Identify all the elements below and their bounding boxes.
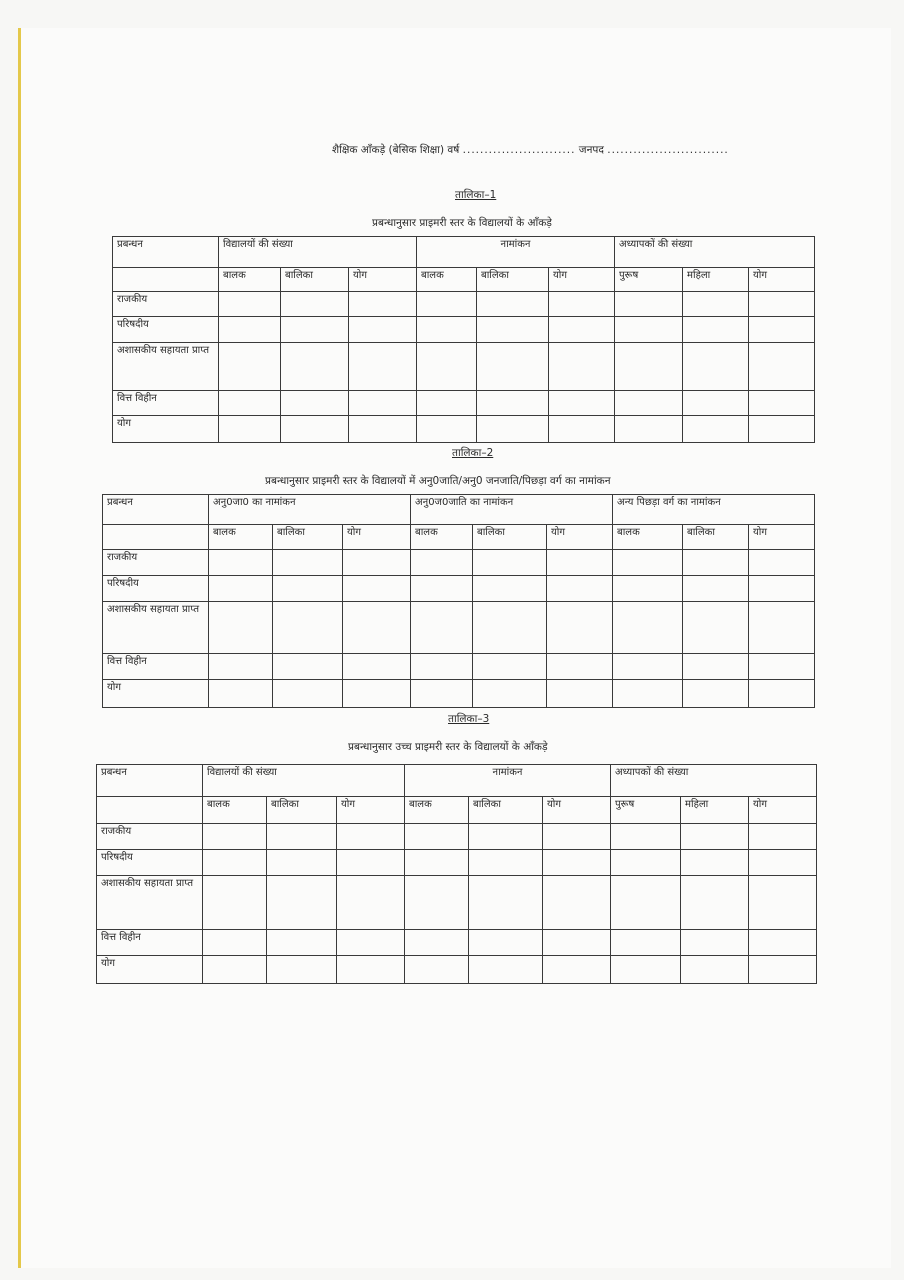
group-header: अध्यापकों की संख्या bbox=[611, 765, 817, 797]
sub-header: बालिका bbox=[469, 797, 543, 824]
data-cell bbox=[749, 654, 815, 680]
data-cell bbox=[473, 654, 547, 680]
data-cell bbox=[219, 317, 281, 343]
data-cell bbox=[349, 391, 417, 416]
data-cell bbox=[273, 602, 343, 654]
data-cell bbox=[337, 956, 405, 984]
corner-cell: प्रबन्धन bbox=[103, 495, 209, 525]
data-cell bbox=[613, 602, 683, 654]
sub-header: बालिका bbox=[281, 268, 349, 292]
table-row bbox=[113, 292, 815, 317]
data-cell bbox=[615, 416, 683, 443]
data-cell bbox=[273, 654, 343, 680]
data-cell bbox=[337, 930, 405, 956]
sub-header: बालक bbox=[613, 525, 683, 550]
data-cell bbox=[749, 391, 815, 416]
data-cell bbox=[281, 343, 349, 391]
data-cell bbox=[683, 654, 749, 680]
data-cell bbox=[203, 956, 267, 984]
data-cell bbox=[337, 824, 405, 850]
row-label: वित्त विहीन bbox=[97, 930, 203, 956]
data-cell bbox=[613, 550, 683, 576]
data-cell bbox=[267, 850, 337, 876]
data-cell bbox=[683, 416, 749, 443]
data-cell bbox=[281, 317, 349, 343]
corner-cell: प्रबन्धन bbox=[113, 237, 219, 268]
sub-header: बालक bbox=[411, 525, 473, 550]
data-cell bbox=[683, 391, 749, 416]
table2 bbox=[102, 494, 815, 708]
sub-header: योग bbox=[549, 268, 615, 292]
data-cell bbox=[543, 850, 611, 876]
data-cell bbox=[405, 876, 469, 930]
data-cell bbox=[405, 930, 469, 956]
data-cell bbox=[473, 680, 547, 708]
data-cell bbox=[281, 391, 349, 416]
sub-header: योग bbox=[343, 525, 411, 550]
sub-header: योग bbox=[749, 268, 815, 292]
sub-header: योग bbox=[749, 525, 815, 550]
sub-header: बालिका bbox=[477, 268, 549, 292]
sub-header: योग bbox=[349, 268, 417, 292]
table-row bbox=[97, 876, 817, 930]
data-cell bbox=[469, 930, 543, 956]
data-cell bbox=[477, 343, 549, 391]
data-cell bbox=[543, 930, 611, 956]
row-label: राजकीय bbox=[103, 550, 209, 576]
data-cell bbox=[273, 680, 343, 708]
data-cell bbox=[615, 317, 683, 343]
data-cell bbox=[417, 416, 477, 443]
data-cell bbox=[477, 391, 549, 416]
data-cell bbox=[209, 576, 273, 602]
group-header: अनु0जा0 का नामांकन bbox=[209, 495, 411, 525]
data-cell bbox=[209, 550, 273, 576]
data-cell bbox=[749, 930, 817, 956]
sub-header: पुरूष bbox=[611, 797, 681, 824]
data-cell bbox=[417, 343, 477, 391]
sub-header: योग bbox=[337, 797, 405, 824]
data-cell bbox=[343, 550, 411, 576]
data-cell bbox=[749, 956, 817, 984]
data-cell bbox=[611, 876, 681, 930]
sub-header: महिला bbox=[683, 268, 749, 292]
blank-cell bbox=[103, 525, 209, 550]
data-cell bbox=[349, 317, 417, 343]
data-cell bbox=[349, 343, 417, 391]
group-header: विद्यालयों की संख्या bbox=[219, 237, 417, 268]
data-cell bbox=[267, 956, 337, 984]
data-cell bbox=[273, 550, 343, 576]
table-row bbox=[113, 343, 815, 391]
data-cell bbox=[219, 416, 281, 443]
sub-header: बालिका bbox=[273, 525, 343, 550]
data-cell bbox=[683, 292, 749, 317]
data-cell bbox=[749, 602, 815, 654]
data-cell bbox=[611, 850, 681, 876]
row-label: वित्त विहीन bbox=[113, 391, 219, 416]
data-cell bbox=[549, 391, 615, 416]
data-cell bbox=[411, 680, 473, 708]
data-cell bbox=[681, 956, 749, 984]
sub-header: बालिका bbox=[683, 525, 749, 550]
table2-label: तालिका–2 bbox=[452, 447, 494, 459]
group-header: विद्यालयों की संख्या bbox=[203, 765, 405, 797]
data-cell bbox=[473, 576, 547, 602]
data-cell bbox=[611, 930, 681, 956]
data-cell bbox=[349, 416, 417, 443]
data-cell bbox=[615, 292, 683, 317]
data-cell bbox=[343, 576, 411, 602]
table-row bbox=[97, 930, 817, 956]
data-cell bbox=[337, 850, 405, 876]
row-label: राजकीय bbox=[97, 824, 203, 850]
sub-header: बालिका bbox=[267, 797, 337, 824]
data-cell bbox=[417, 292, 477, 317]
row-label: योग bbox=[113, 416, 219, 443]
table1-label: तालिका–1 bbox=[455, 189, 497, 201]
sub-header: बालक bbox=[209, 525, 273, 550]
district-blank: ............................ bbox=[607, 144, 729, 156]
sub-header: बालक bbox=[203, 797, 267, 824]
data-cell bbox=[281, 416, 349, 443]
table-row bbox=[113, 317, 815, 343]
group-header: नामांकन bbox=[405, 765, 611, 797]
data-cell bbox=[547, 602, 613, 654]
table3-label: तालिका–3 bbox=[448, 713, 490, 725]
data-cell bbox=[473, 602, 547, 654]
data-cell bbox=[549, 292, 615, 317]
row-label: योग bbox=[97, 956, 203, 984]
year-blank: .......................... bbox=[462, 144, 576, 156]
row-label: परिषदीय bbox=[113, 317, 219, 343]
table-row bbox=[97, 824, 817, 850]
table-row bbox=[103, 680, 815, 708]
data-cell bbox=[469, 876, 543, 930]
sub-header: बालक bbox=[405, 797, 469, 824]
data-cell bbox=[267, 930, 337, 956]
data-cell bbox=[749, 680, 815, 708]
data-cell bbox=[547, 576, 613, 602]
table-row bbox=[113, 391, 815, 416]
blank-cell bbox=[113, 268, 219, 292]
row-label: परिषदीय bbox=[103, 576, 209, 602]
data-cell bbox=[203, 930, 267, 956]
data-cell bbox=[219, 391, 281, 416]
data-cell bbox=[543, 876, 611, 930]
table3-caption: प्रबन्धानुसार उच्च प्राइमरी स्तर के विद्यालयों के आँकड़े bbox=[348, 741, 548, 753]
group-header: अन्य पिछड़ा वर्ग का नामांकन bbox=[613, 495, 815, 525]
data-cell bbox=[469, 850, 543, 876]
data-cell bbox=[343, 680, 411, 708]
table1 bbox=[112, 236, 815, 443]
data-cell bbox=[281, 292, 349, 317]
data-cell bbox=[749, 576, 815, 602]
table3 bbox=[96, 764, 817, 984]
data-cell bbox=[267, 876, 337, 930]
row-label: अशासकीय सहायता प्राप्त bbox=[97, 876, 203, 930]
data-cell bbox=[543, 956, 611, 984]
data-cell bbox=[749, 850, 817, 876]
sub-header: बालक bbox=[219, 268, 281, 292]
data-cell bbox=[209, 654, 273, 680]
data-cell bbox=[749, 317, 815, 343]
row-label: वित्त विहीन bbox=[103, 654, 209, 680]
data-cell bbox=[349, 292, 417, 317]
data-cell bbox=[405, 824, 469, 850]
data-cell bbox=[469, 824, 543, 850]
table1-caption: प्रबन्धानुसार प्राइमरी स्तर के विद्यालयों के आँकड़े bbox=[372, 217, 552, 229]
data-cell bbox=[611, 824, 681, 850]
data-cell bbox=[615, 391, 683, 416]
data-cell bbox=[681, 824, 749, 850]
data-cell bbox=[749, 416, 815, 443]
data-cell bbox=[405, 850, 469, 876]
sub-header: बालक bbox=[417, 268, 477, 292]
data-cell bbox=[477, 317, 549, 343]
data-cell bbox=[611, 956, 681, 984]
table-row bbox=[103, 654, 815, 680]
data-cell bbox=[417, 391, 477, 416]
data-cell bbox=[219, 343, 281, 391]
sub-header: योग bbox=[547, 525, 613, 550]
sub-header: योग bbox=[543, 797, 611, 824]
data-cell bbox=[547, 680, 613, 708]
row-label: राजकीय bbox=[113, 292, 219, 317]
corner-cell: प्रबन्धन bbox=[97, 765, 203, 797]
table-row bbox=[97, 956, 817, 984]
data-cell bbox=[411, 550, 473, 576]
row-label: अशासकीय सहायता प्राप्त bbox=[103, 602, 209, 654]
data-cell bbox=[411, 576, 473, 602]
district-label: जनपद bbox=[578, 144, 604, 156]
table2-caption: प्रबन्धानुसार प्राइमरी स्तर के विद्यालयों में अनु0जाति/अनु0 जनजाति/पिछड़ा वर्ग का नामांकन bbox=[265, 475, 611, 487]
data-cell bbox=[405, 956, 469, 984]
data-cell bbox=[749, 343, 815, 391]
data-cell bbox=[613, 680, 683, 708]
data-cell bbox=[273, 576, 343, 602]
blank-cell bbox=[97, 797, 203, 824]
data-cell bbox=[549, 416, 615, 443]
table-row bbox=[103, 602, 815, 654]
data-cell bbox=[613, 654, 683, 680]
data-cell bbox=[615, 343, 683, 391]
group-header: अनु0ज0जाति का नामांकन bbox=[411, 495, 613, 525]
data-cell bbox=[203, 850, 267, 876]
data-cell bbox=[343, 654, 411, 680]
data-cell bbox=[683, 343, 749, 391]
data-cell bbox=[749, 876, 817, 930]
table-row bbox=[103, 576, 815, 602]
data-cell bbox=[749, 292, 815, 317]
data-cell bbox=[411, 602, 473, 654]
data-cell bbox=[683, 680, 749, 708]
row-label: योग bbox=[103, 680, 209, 708]
data-cell bbox=[477, 292, 549, 317]
sub-header: महिला bbox=[681, 797, 749, 824]
sub-header: पुरूष bbox=[615, 268, 683, 292]
sub-header: योग bbox=[749, 797, 817, 824]
table-row bbox=[97, 850, 817, 876]
data-cell bbox=[219, 292, 281, 317]
data-cell bbox=[681, 930, 749, 956]
data-cell bbox=[549, 343, 615, 391]
data-cell bbox=[473, 550, 547, 576]
data-cell bbox=[749, 550, 815, 576]
data-cell bbox=[417, 317, 477, 343]
data-cell bbox=[683, 317, 749, 343]
data-cell bbox=[203, 876, 267, 930]
data-cell bbox=[209, 680, 273, 708]
data-cell bbox=[681, 850, 749, 876]
data-cell bbox=[749, 824, 817, 850]
data-cell bbox=[547, 550, 613, 576]
sub-header: बालिका bbox=[473, 525, 547, 550]
heading-title: शैक्षिक आँकड़े (बेसिक शिक्षा) वर्ष bbox=[332, 144, 460, 156]
data-cell bbox=[613, 576, 683, 602]
data-cell bbox=[549, 317, 615, 343]
data-cell bbox=[683, 602, 749, 654]
table-row bbox=[113, 416, 815, 443]
page-heading bbox=[332, 143, 729, 157]
row-label: परिषदीय bbox=[97, 850, 203, 876]
data-cell bbox=[343, 602, 411, 654]
data-cell bbox=[683, 550, 749, 576]
data-cell bbox=[209, 602, 273, 654]
data-cell bbox=[543, 824, 611, 850]
data-cell bbox=[547, 654, 613, 680]
data-cell bbox=[683, 576, 749, 602]
data-cell bbox=[267, 824, 337, 850]
data-cell bbox=[681, 876, 749, 930]
data-cell bbox=[411, 654, 473, 680]
data-cell bbox=[477, 416, 549, 443]
table-row bbox=[103, 550, 815, 576]
row-label: अशासकीय सहायता प्राप्त bbox=[113, 343, 219, 391]
data-cell bbox=[203, 824, 267, 850]
group-header: अध्यापकों की संख्या bbox=[615, 237, 815, 268]
group-header: नामांकन bbox=[417, 237, 615, 268]
data-cell bbox=[337, 876, 405, 930]
data-cell bbox=[469, 956, 543, 984]
